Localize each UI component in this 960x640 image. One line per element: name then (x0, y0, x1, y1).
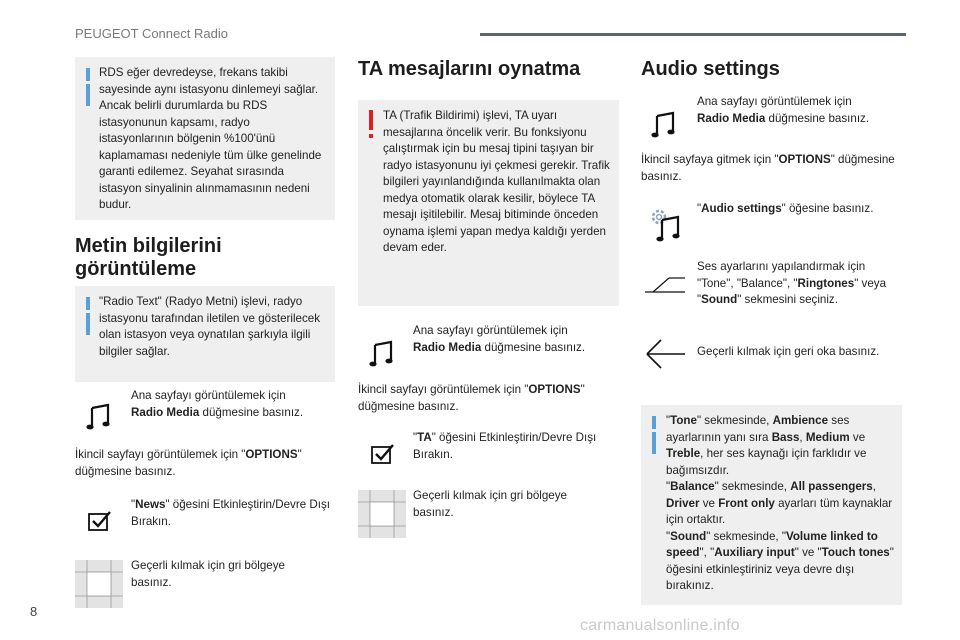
rds-note-text: RDS eğer devredeyse, frekans takibi sayesinde aynı istasyonu dinlemeyi sağlar. Ancak belirli durumlarda bu RDS istasyonunun kapsamı, radyo istasyonlarının bölgenin %100'ünü kaplamaması nedeniyle tüm ülke genelinde garanti edilemez. Seyahat sırasında istasyon sinyalinin alınmamasının nedeni budur. (99, 66, 322, 211)
section-heading-ta: TA mesajlarını oynatma (358, 58, 581, 80)
col2-step3: "TA" öğesini Etkinleştirin/Devre Dışı Bırakın. (413, 431, 597, 461)
audio-info-note (641, 405, 902, 605)
grey-zone-icon (75, 560, 123, 608)
back-arrow-icon (643, 336, 687, 372)
radio-media-label: Radio Media (413, 340, 482, 354)
info-icon (652, 416, 656, 429)
checkbox-icon (88, 510, 112, 532)
warning-icon (369, 110, 373, 130)
radio-media-label: Radio Media (697, 111, 766, 125)
running-header: PEUGEOT Connect Radio (75, 26, 228, 41)
section-heading-metin: Metin bilgilerini görüntüleme (75, 235, 222, 280)
checkbox-icon (371, 443, 395, 465)
watermark: carmanualsonline.info (580, 617, 740, 634)
col3-step5: Geçerli kılmak için geri oka basınız. (697, 345, 880, 358)
ta-warning-note (358, 100, 619, 306)
radio-media-label: Radio Media (131, 405, 200, 419)
col3-step4: Ses ayarlarını yapılandırmak için "Tone", "Balance", "Ringtones" veya "Sound" sekmesini seçiniz. (697, 260, 887, 306)
col3-step2: İkincil sayfaya gitmek için "OPTIONS" düğmesine basınız. (641, 153, 895, 183)
col1-step4: Geçerli kılmak için gri bölgeye basınız. (131, 559, 285, 589)
col3-step3: "Audio settings" öğesine basınız. (697, 202, 874, 215)
radiotext-info-note (75, 286, 335, 382)
page-number: 8 (30, 604, 38, 619)
info-icon (86, 68, 90, 81)
col2-step1: Ana sayfayı görüntülemek için Radio Media düğmesine basınız. (413, 324, 586, 354)
radiotext-note-text: "Radio Text" (Radyo Metni) işlevi, radyo istasyonu tarafından iletilen ve gösterilecek olan istasyon veya oynatılan şarkıyla ilgili bilgiler sağlar. (99, 295, 321, 358)
col1-step2: İkincil sayfayı görüntülemek için "OPTIONS" düğmesine basınız. (75, 448, 302, 478)
col1-step1: Ana sayfayı görüntülemek için Radio Media düğmesine basınız. (131, 389, 304, 419)
section-heading-audio: Audio settings (641, 58, 780, 80)
col2-step2: İkincil sayfayı görüntülemek için "OPTIONS" düğmesine basınız. (358, 383, 585, 413)
audio-note-text: "Tone" sekmesinde, Ambience ses ayarlarının yanı sıra Bass, Medium ve Treble, her ses kaynağı için farklıdır ve bağımsızdır. "Balance" sekmesinde, All passengers, Driver ve Front only ayarları tüm kaynaklar için ortaktır. "Sound" sekmesinde, "Volume linked to speed", "Auxiliary input" ve "Touch tones" öğesini etkinleştiriniz veya devre dışı bırakınız. (666, 414, 894, 592)
equalizer-tab-icon (643, 276, 687, 294)
col2-step4: Geçerli kılmak için gri bölgeye basınız. (413, 489, 567, 519)
music-note-icon (651, 110, 677, 138)
col1-step3: "News" öğesini Etkinleştirin/Devre Dışı Bırakın. (131, 498, 330, 528)
ta-note-text: TA (Trafik Bildirimi) işlevi, TA uyarı mesajlarına öncelik verir. Bu fonksiyonu çalıştırmak için bu mesaj tipini taşıyan bir radyo istasyonunu iyi çekmesi gerekir. Trafik bilgileri yayınlandığında kullanılmakta olan medya otomatik olarak kesilir, böylece TA mesajı işitilebilir. Mesaj bitiminde önceden oynama işlemi yapan medya kaldığı yerden devam eder. (383, 109, 610, 254)
rds-info-note (75, 57, 335, 220)
grey-zone-icon (358, 490, 406, 538)
info-icon (86, 297, 90, 310)
music-note-icon (86, 402, 112, 430)
header-rule (480, 33, 906, 36)
audio-settings-icon (648, 206, 682, 242)
music-note-icon (369, 339, 395, 367)
col3-step1: Ana sayfayı görüntülemek için Radio Media düğmesine basınız. (697, 95, 870, 125)
